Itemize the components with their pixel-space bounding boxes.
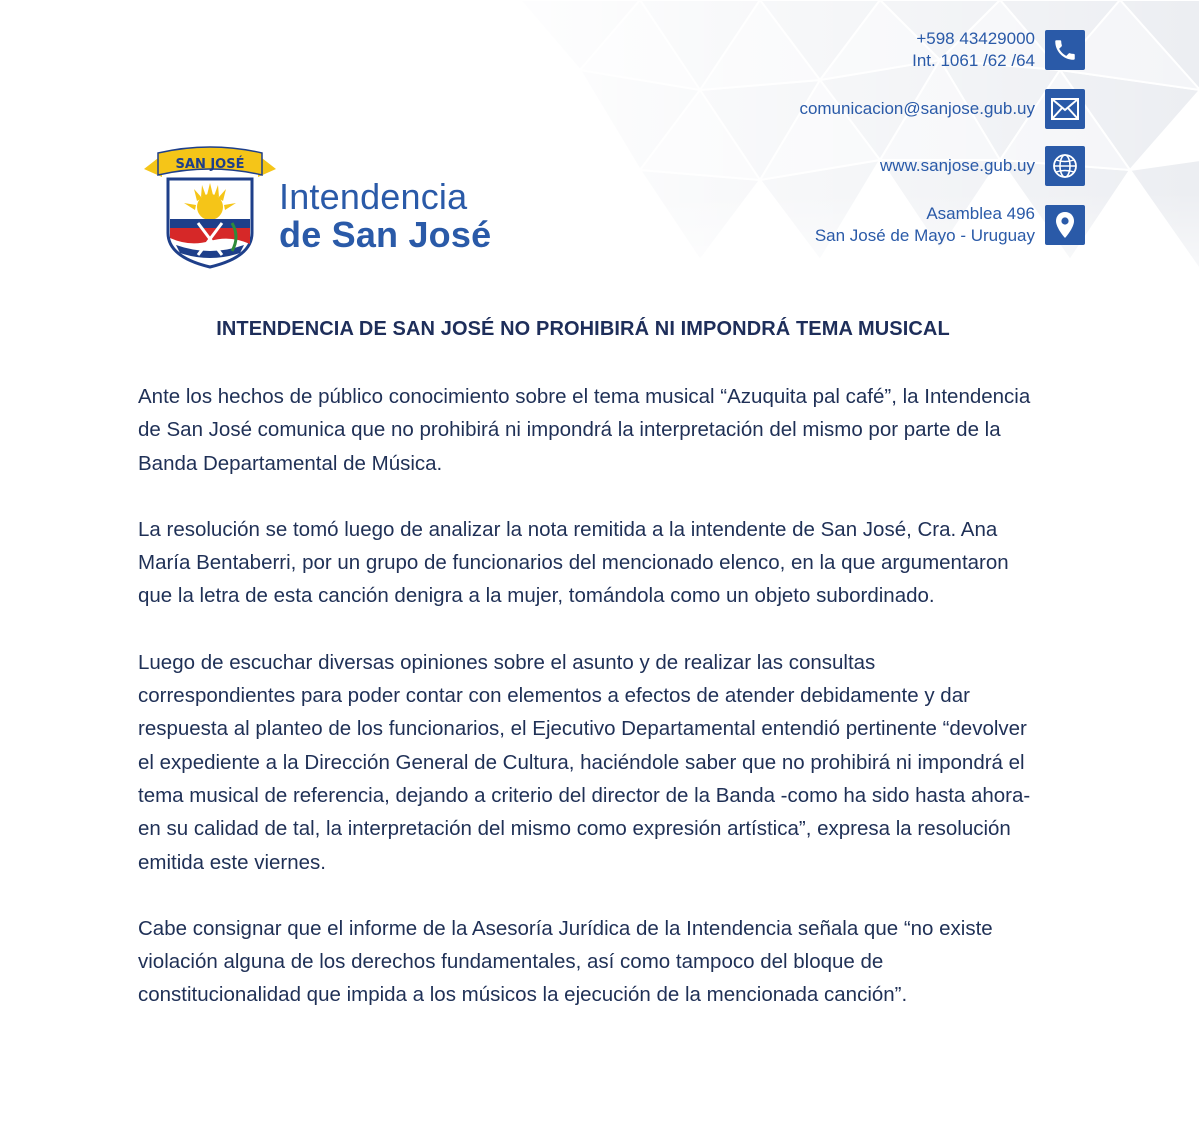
document-body [138, 380, 1038, 1045]
contact-phone [912, 28, 1085, 72]
location-pin-icon [1045, 205, 1085, 245]
brand-line-1: Intendencia [279, 176, 468, 217]
phone-extension: Int. 1061 /62 /64 [912, 51, 1035, 70]
brand-name [279, 178, 491, 254]
phone-number[interactable]: +598 43429000 [916, 29, 1035, 48]
address-line-2: San José de Mayo - Uruguay [814, 226, 1035, 245]
paragraph: Cabe consignar que el informe de la Asesoría Jurídica de la Intendencia señala que “no existe violación alguna de los derechos fundamentales, así como tampoco del bloque de constitucionalidad que impida a los músicos la ejecución de la mencionada canción”. [138, 916, 993, 1007]
envelope-icon [1045, 89, 1085, 129]
globe-icon [1045, 146, 1085, 186]
contact-address [815, 203, 1085, 247]
paragraph: La resolución se tomó luego de analizar la nota remitida a la intendente de San José, Cra. Ana María Bentaberri, por un grupo de funcionarios del mencionado elenco, en la que argumentaron que la letra de esta canción denigra a la mujer, tomándola como un objeto subordinado. [138, 517, 1009, 608]
paragraph: Ante los hechos de público conocimiento sobre el tema musical “Azuquita pal café”, la Intendencia de San José comunica que no prohibirá ni impondrá la interpretación del mismo por parte de la Banda Departamental de Música. [138, 385, 1031, 475]
contact-website [880, 146, 1085, 186]
contact-email [799, 89, 1085, 129]
phone-icon [1045, 30, 1085, 70]
website-link[interactable]: www.sanjose.gub.uy [880, 156, 1035, 175]
address-line-1: Asamblea 496 [926, 204, 1035, 223]
crest-label: SAN JOSÉ [175, 157, 245, 172]
document-title: INTENDENCIA DE SAN JOSÉ NO PROHIBIRÁ NI IMPONDRÁ TEMA MUSICAL [216, 318, 950, 340]
email-link[interactable]: comunicacion@sanjose.gub.uy [799, 99, 1035, 118]
san-jose-crest-icon [140, 145, 280, 271]
paragraph: Luego de escuchar diversas opiniones sobre el asunto y de realizar las consultas correspondientes para poder contar con elementos a efectos de atender debidamente y dar respuesta al planteo de los funcionarios, el Ejecutivo Departamental entendió pertinente “devolver el expediente a la Dirección General de Cultura, haciéndole saber que no prohibirá ni impondrá el tema musical de referencia, dejando a criterio del director de la Banda -como ha sido hasta ahora- en su calidad de tal, la interpretación del mismo como expresión artística”, expresa la resolución emitida este viernes. [138, 650, 1031, 874]
brand-line-2: de San José [279, 214, 492, 255]
